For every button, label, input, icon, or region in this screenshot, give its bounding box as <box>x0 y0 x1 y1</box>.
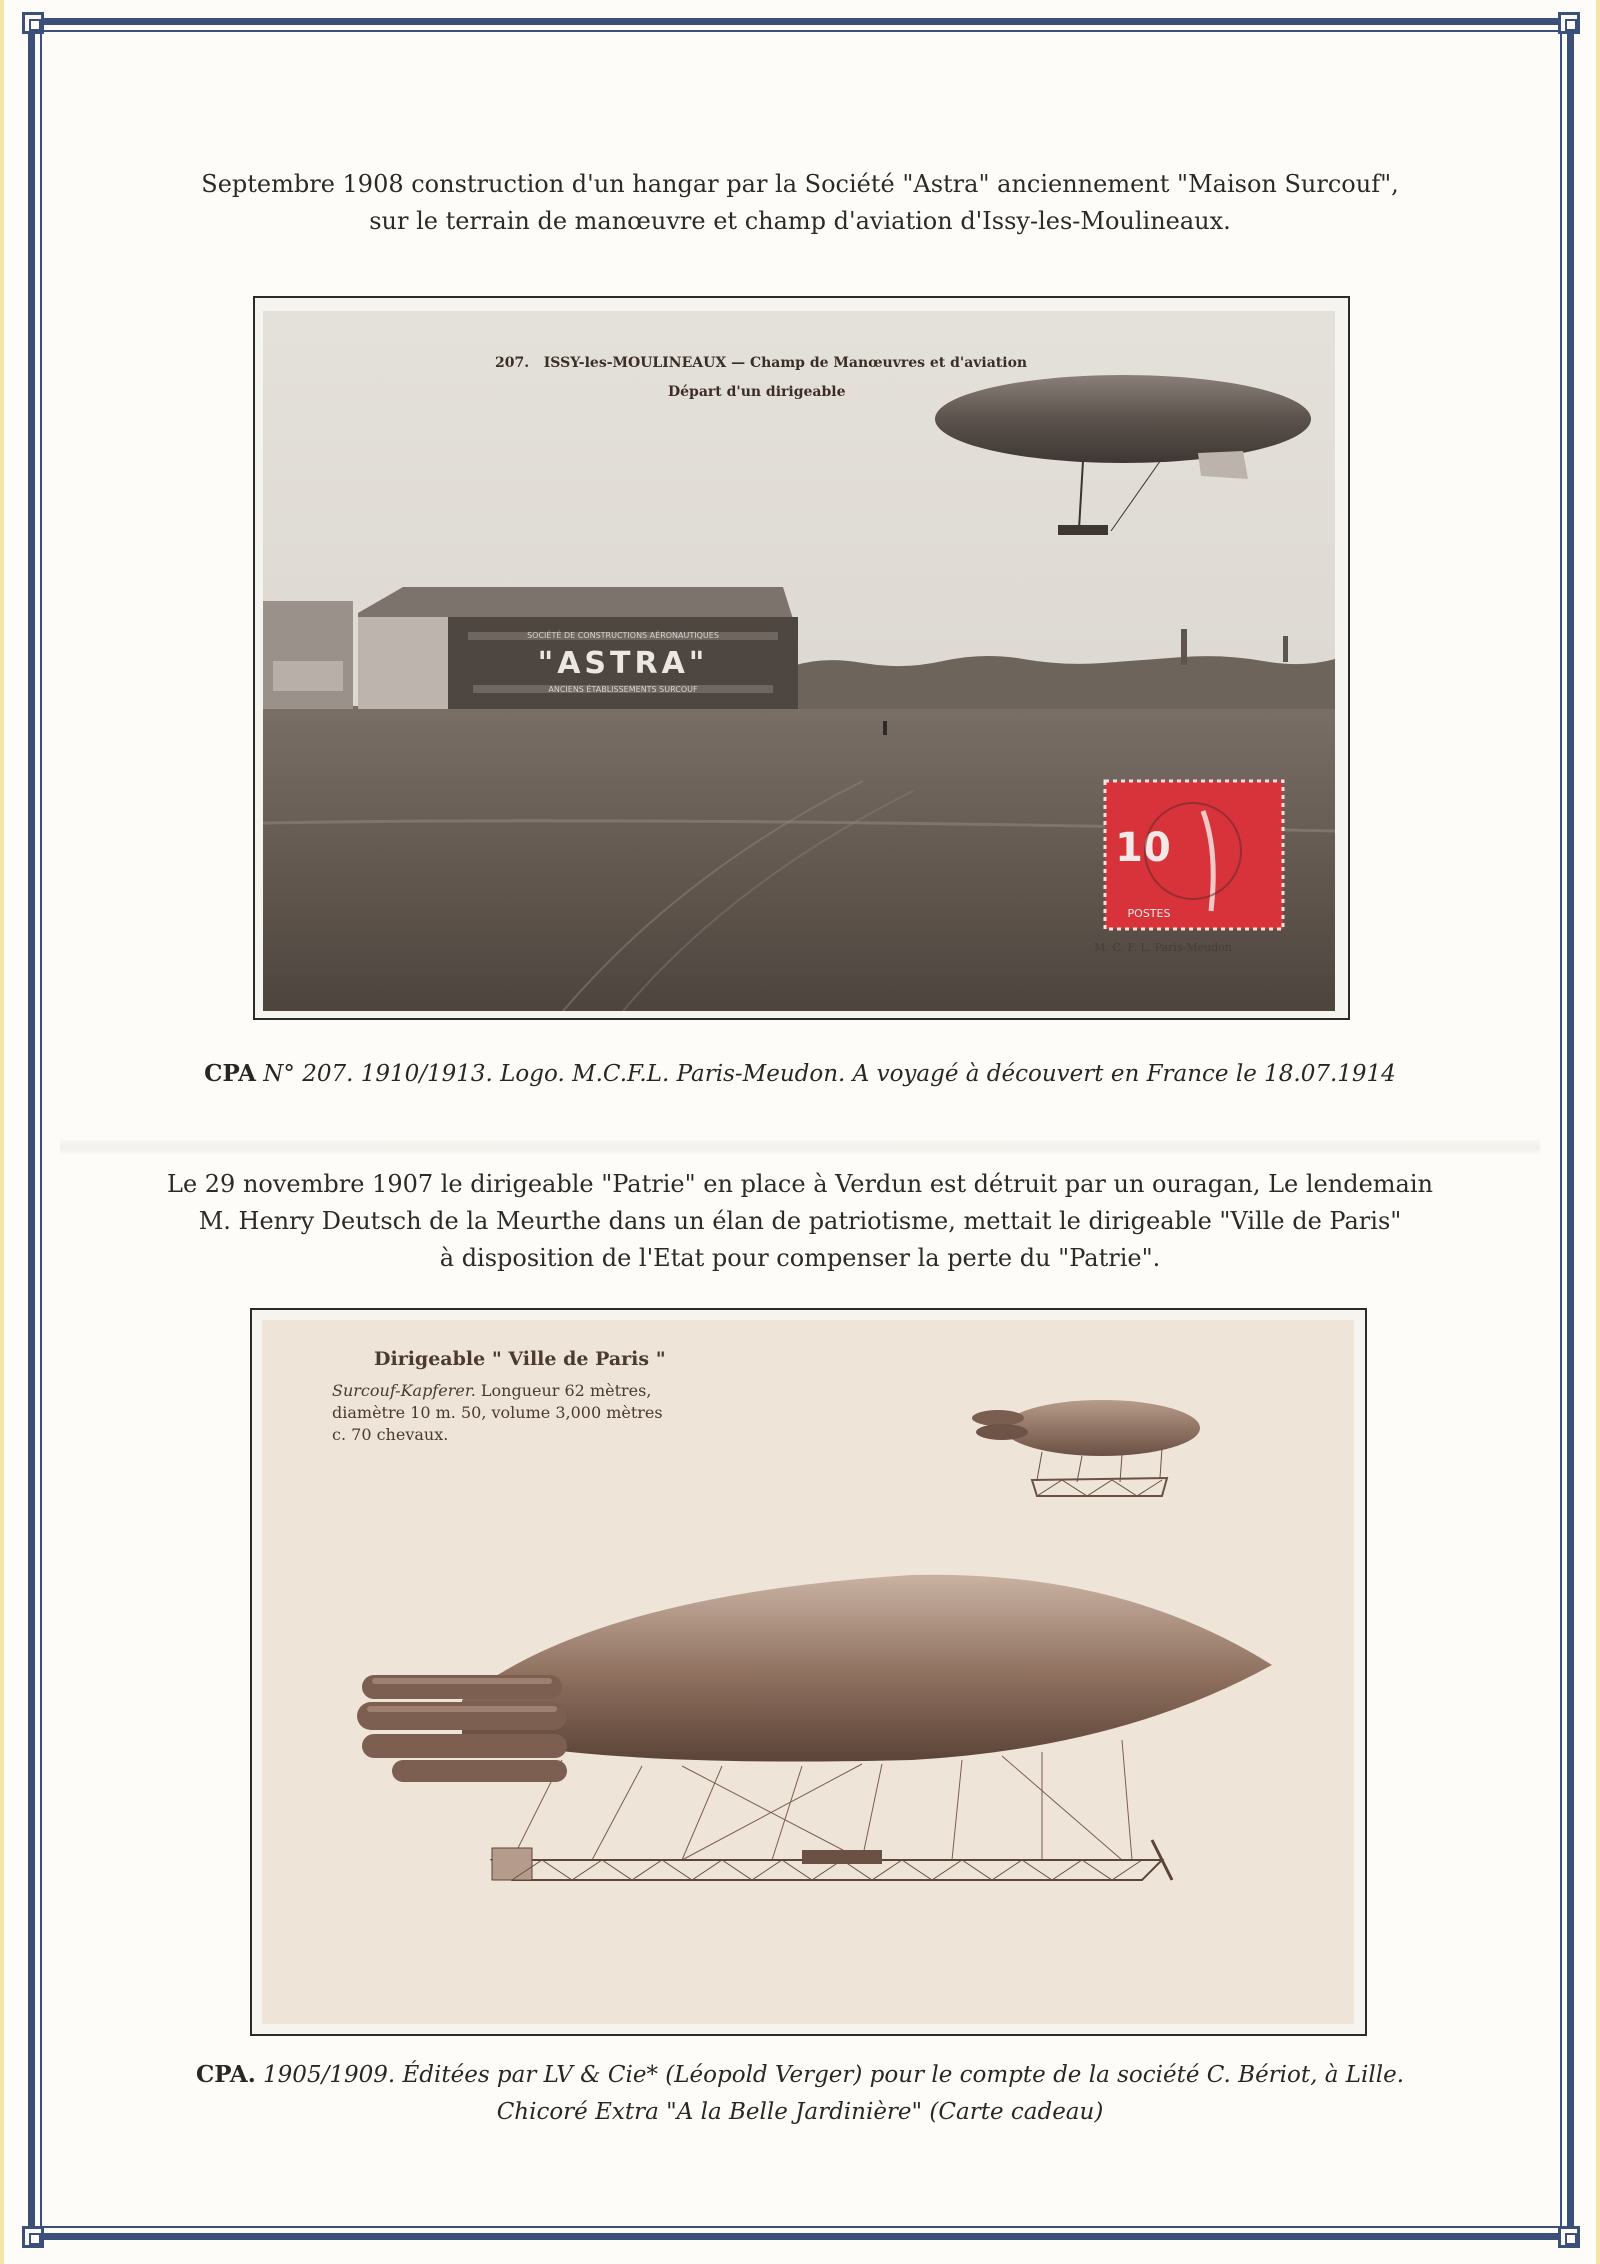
faint-rule <box>60 1140 1540 1154</box>
stamp-label: POSTES <box>1127 907 1171 920</box>
card2-desc-line-2: diamètre 10 m. 50, volume 3,000 mètres <box>332 1403 663 1422</box>
left-edge-strip <box>0 0 4 2264</box>
publisher-mark: M. C. F. L. Paris-Meudon <box>1094 941 1232 954</box>
right-edge-strip <box>1596 0 1600 2264</box>
card2-desc-length: Longueur 62 mètres, <box>475 1381 652 1400</box>
frame-corner-top-right <box>1558 12 1580 34</box>
stamp-value: 10 <box>1115 825 1171 871</box>
postage-stamp <box>1105 781 1283 929</box>
hangar-bottom-lettering: ANCIENS ÉTABLISSEMENTS SURCOUF <box>548 685 698 694</box>
frame-corner-top-left <box>22 12 44 34</box>
hangar-astra-lettering: "ASTRA" <box>537 646 709 681</box>
caption-1 <box>0 1055 1600 1093</box>
card2-desc-line-1 <box>332 1380 663 1402</box>
intro-1-line-1: Septembre 1908 construction d'un hangar par la Société "Astra" anciennement "Maison Surcouf", <box>201 170 1399 198</box>
card2-desc-line-3: c. 70 chevaux. <box>332 1425 449 1444</box>
intro-2-line-2: M. Henry Deutsch de la Meurthe dans un élan de patriotisme, mettait le dirigeable "Ville de Paris" <box>198 1207 1402 1235</box>
frame-corner-bottom-right <box>1558 2226 1580 2248</box>
intro-2-line-1: Le 29 novembre 1907 le dirigeable "Patrie" en place à Verdun est détruit par un ouragan, Le lendemain <box>167 1170 1433 1198</box>
intro-2-line-3: à disposition de l'Etat pour compenser la perte du "Patrie". <box>439 1244 1161 1272</box>
postcard-1-image <box>263 311 1335 1011</box>
caption-1-text: N° 207. 1910/1913. Logo. M.C.F.L. Paris-Meudon. A voyagé à découvert en France le 18.07.1914 <box>255 1061 1396 1087</box>
card1-title: ISSY-les-MOULINEAUX — Champ de Manœuvres et d'aviation <box>543 355 1028 371</box>
hangar-top-lettering: SOCIÉTÉ DE CONSTRUCTIONS AÉRONAUTIQUES <box>527 631 719 640</box>
intro-paragraph-1 <box>0 166 1600 240</box>
postcard-1-photo <box>263 311 1335 1011</box>
card1-header <box>495 355 1027 371</box>
postcard-2-illustration <box>262 1320 1354 2024</box>
card1-subtitle: Départ d'un dirigeable <box>668 384 846 400</box>
caption-1-bold: CPA <box>204 1060 256 1087</box>
caption-2-text: 1905/1909. Éditées par LV & Cie* (Léopold Verger) pour le compte de la société C. Bériot, à Lille. <box>255 2062 1405 2088</box>
card2-title: Dirigeable " Ville de Paris " <box>374 1348 666 1370</box>
intro-1-line-2: sur le terrain de manœuvre et champ d'aviation d'Issy-les-Moulineaux. <box>369 207 1231 235</box>
frame-corner-bottom-left <box>22 2226 44 2248</box>
caption-2-line-2: Chicoré Extra "A la Belle Jardinière" (Carte cadeau) <box>496 2099 1104 2125</box>
caption-2-bold: CPA. <box>195 2061 256 2088</box>
card2-desc-italic: Surcouf-Kapferer. <box>332 1381 476 1400</box>
caption-2 <box>0 2056 1600 2131</box>
intro-paragraph-2 <box>0 1166 1600 1277</box>
card2-description <box>332 1380 663 1446</box>
caption-2-line-1 <box>0 2056 1600 2094</box>
card1-number: 207. <box>495 355 530 371</box>
